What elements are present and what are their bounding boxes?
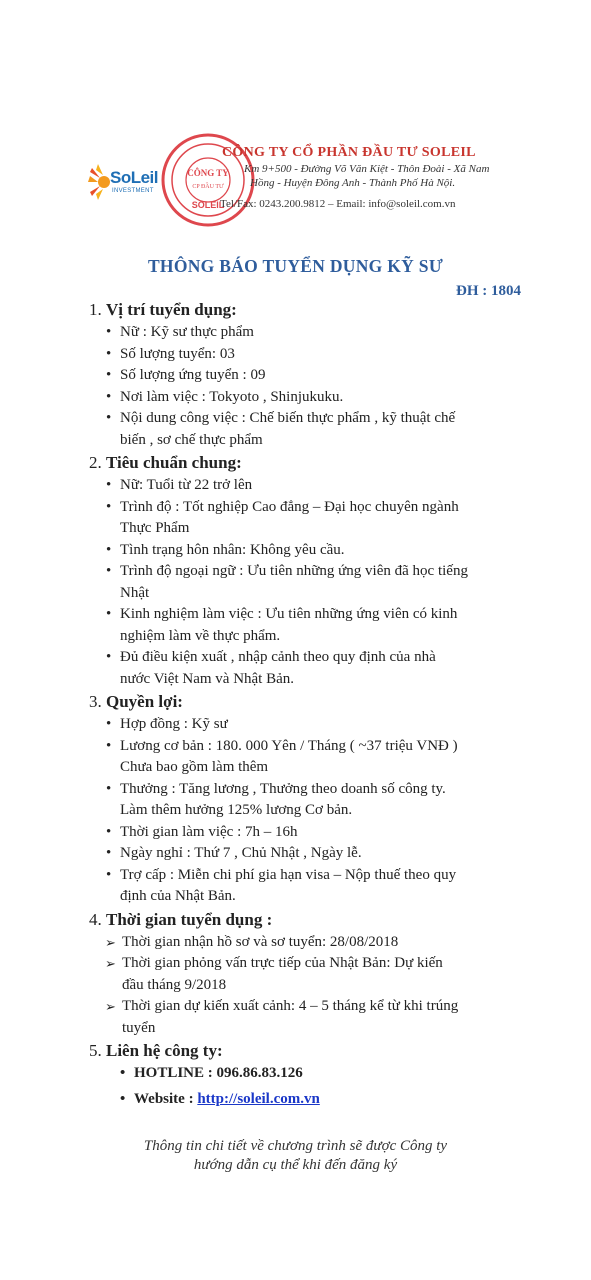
bullet-icon: • (106, 498, 112, 515)
list-item-line: Chưa bao gồm làm thêm (120, 759, 269, 775)
list-item-line: tuyển (122, 1019, 156, 1036)
list-item-line: Nơi làm việc : Tokyoto , Shinjukuku. (120, 388, 344, 405)
section-heading (0, 451, 591, 475)
bullet-icon: • (106, 388, 112, 405)
list-item-line: Thời gian làm việc : 7h – 16h (120, 823, 298, 840)
list-item (0, 540, 591, 562)
list-item-line: Làm thêm hưởng 125% lương Cơ bản. (120, 802, 353, 818)
bullet-list (0, 1063, 591, 1110)
list-item (0, 996, 591, 1039)
section-title: Vị trí tuyển dụng: (106, 300, 237, 319)
footer-line: hướng dẫn cụ thể khi đến đăng ký (193, 1157, 398, 1173)
section-heading (0, 908, 591, 932)
list-item-line: Đủ điều kiện xuất , nhập cảnh theo quy định của nhà (120, 649, 436, 665)
document-title: THÔNG BÁO TUYỂN DỤNG KỸ SƯ (147, 256, 444, 276)
website-label: Website : (134, 1090, 198, 1107)
list-item-line: Số lượng ứng tuyển : 09 (120, 367, 266, 383)
list-item-line: Trợ cấp : Miễn chi phí gia hạn visa – Nộp thuế theo quy (120, 866, 457, 883)
company-name: CÔNG TY CỔ PHẦN ĐẦU TƯ SOLEIL (222, 145, 476, 160)
bullet-icon: • (106, 823, 112, 840)
list-item-line: Trình độ ngoại ngữ : Ưu tiên những ứng viên đã học tiếng (120, 563, 468, 579)
svg-text:CÔNG TY: CÔNG TY (187, 168, 229, 178)
list-item-line: nước Việt Nam và Nhật Bản. (120, 670, 295, 687)
list-item (0, 953, 591, 996)
list-item (0, 561, 591, 604)
footer-line: Thông tin chi tiết về chương trình sẽ được Công ty (143, 1138, 448, 1154)
list-item (0, 475, 591, 497)
footer-note (0, 1137, 591, 1175)
list-item-line: Tình trạng hôn nhân: Không yêu cầu. (120, 541, 345, 558)
list-item (0, 865, 591, 908)
list-item (0, 647, 591, 690)
list-item (0, 932, 591, 954)
list-item-line: biến , sơ chế thực phẩm (120, 431, 263, 448)
section-title: Thời gian tuyển dụng : (106, 909, 273, 929)
section-number: 5. (89, 1041, 102, 1060)
list-item-line: định của Nhật Bản. (120, 888, 236, 904)
logo-wordmark: SoLeil (110, 168, 159, 187)
section-2 (0, 451, 591, 690)
bullet-list (0, 322, 591, 451)
list-item-line: Hợp đồng : Kỹ sư (120, 716, 228, 732)
list-item-line: Thời gian nhận hồ sơ và sơ tuyển: 28/08/2018 (122, 933, 399, 950)
list-item (0, 822, 591, 844)
bullet-icon: • (106, 737, 112, 754)
list-item (0, 387, 591, 409)
list-item (0, 736, 591, 779)
list-item-line: Nữ : Kỹ sư thực phẩm (120, 324, 254, 340)
list-item-line: Nữ: Tuổi từ 22 trở lên (120, 477, 253, 493)
company-contact: Tel/Fax: 0243.200.9812 – Email: info@soleil.com.vn (220, 198, 456, 210)
section-title: Liên hệ công ty: (106, 1041, 223, 1060)
section-5 (0, 1039, 591, 1110)
list-item (0, 843, 591, 865)
list-item (0, 322, 591, 344)
list-item (0, 408, 591, 451)
website-link[interactable]: http://soleil.com.vn (197, 1090, 320, 1107)
bullet-list (0, 475, 591, 690)
list-item-line: đầu tháng 9/2018 (122, 976, 227, 993)
document-body (0, 298, 591, 1110)
list-item-line: Kinh nghiệm làm việc : Ưu tiên những ứng viên có kinh (120, 606, 458, 622)
list-item (0, 714, 591, 736)
bullet-icon: • (106, 780, 112, 797)
company-address-line1: Km 9+500 - Đường Võ Văn Kiệt - Thôn Đoài - Xã Nam (244, 163, 490, 175)
list-item-line: Số lượng tuyển: 03 (120, 345, 235, 362)
bullet-icon: • (120, 1065, 126, 1081)
section-4 (0, 908, 591, 1040)
list-item (0, 497, 591, 540)
section-number: 3. (89, 692, 102, 711)
arrow-bullet-icon: ➢ (105, 999, 116, 1014)
bullet-icon: • (106, 606, 112, 622)
list-item (0, 365, 591, 387)
section-number: 2. (89, 453, 102, 472)
list-item-line: Trình độ : Tốt nghiệp Cao đẳng – Đại học chuyên ngành (120, 498, 459, 515)
bullet-icon: • (106, 716, 112, 732)
list-item-line: Ngày nghỉ : Thứ 7 , Chủ Nhật , Ngày lễ. (120, 845, 362, 861)
section-number: 4. (89, 909, 102, 929)
bullet-icon: • (106, 866, 112, 883)
order-number: ĐH : 1804 (456, 283, 521, 299)
section-number: 1. (89, 300, 102, 319)
section-heading (0, 690, 591, 714)
company-address-line2: Hồng - Huyện Đông Anh - Thành Phố Hà Nội. (250, 177, 456, 189)
section-1 (0, 298, 591, 451)
list-item (0, 604, 591, 647)
list-item-line: nghiệm làm về thực phẩm. (120, 627, 281, 644)
bullet-list (0, 932, 591, 1040)
letterhead (0, 0, 591, 240)
section-3 (0, 690, 591, 908)
list-item-line: Thời gian phỏng vấn trực tiếp của Nhật Bản: Dự kiến (122, 955, 443, 971)
list-item-line: Lương cơ bản : 180. 000 Yên / Tháng ( ~37 triệu VNĐ ) (120, 737, 458, 754)
arrow-bullet-icon: ➢ (105, 934, 116, 950)
bullet-icon: • (106, 324, 112, 340)
section-heading (0, 298, 591, 322)
bullet-icon: • (106, 410, 112, 426)
section-heading (0, 1039, 591, 1063)
logo-subtitle: INVESTMENT (112, 188, 154, 194)
bullet-icon: • (106, 541, 112, 558)
hotline-text: HOTLINE : 096.86.83.126 (134, 1065, 303, 1081)
bullet-list (0, 714, 591, 908)
list-item-line: Nội dung công việc : Chế biến thực phẩm , kỹ thuật chế (120, 410, 456, 426)
bullet-icon: • (120, 1090, 126, 1107)
bullet-icon: • (106, 367, 112, 383)
bullet-icon: • (106, 477, 112, 493)
list-item-line: Thực Phẩm (120, 520, 190, 536)
arrow-bullet-icon: ➢ (105, 956, 116, 971)
bullet-icon: • (106, 845, 112, 861)
list-item-line: Nhật (120, 584, 150, 601)
bullet-icon: • (106, 345, 112, 362)
list-item-line: Thời gian dự kiến xuất cảnh: 4 – 5 tháng kể từ khi trúng (122, 998, 459, 1014)
bullet-icon: • (106, 563, 112, 579)
list-item-line: Thưởng : Tăng lương , Thưởng theo doanh số công ty. (120, 780, 446, 797)
section-title: Quyền lợi: (106, 692, 183, 711)
list-item (0, 344, 591, 366)
seal-label: SOLEIL (191, 200, 225, 210)
bullet-icon: • (106, 649, 112, 665)
list-item (0, 779, 591, 822)
section-title: Tiêu chuẩn chung: (106, 453, 242, 472)
hotline-item (0, 1063, 591, 1085)
website-item (0, 1089, 591, 1111)
svg-text:CP ĐẦU TƯ: CP ĐẦU TƯ (192, 184, 224, 190)
